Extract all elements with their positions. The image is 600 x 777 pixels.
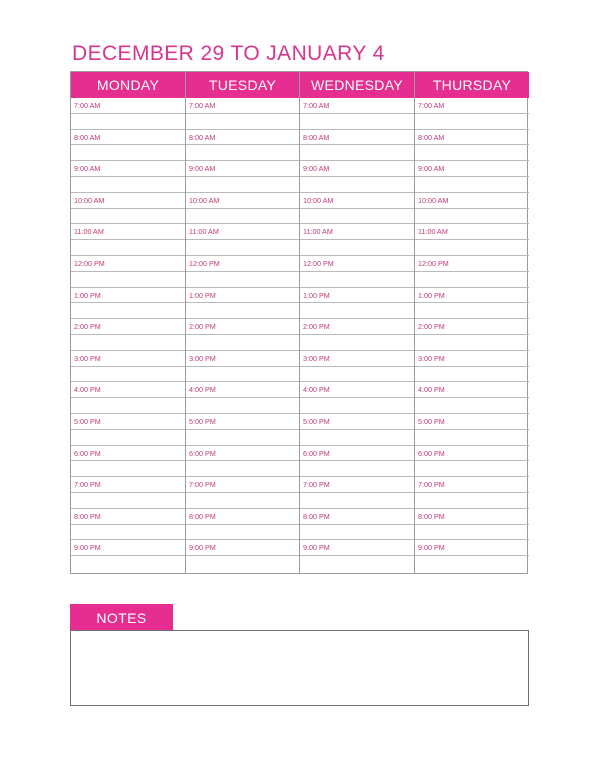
time-slot-label[interactable]: 9:00 PM (300, 540, 414, 556)
half-hour-slot[interactable] (415, 177, 529, 193)
time-slot-label[interactable]: 6:00 PM (300, 446, 414, 462)
time-slot-label[interactable]: 8:00 AM (415, 130, 529, 146)
half-hour-slot[interactable] (300, 209, 414, 225)
half-hour-slot[interactable] (415, 272, 529, 288)
time-slot-label[interactable]: 2:00 PM (300, 319, 414, 335)
day-header: WEDNESDAY (300, 72, 414, 98)
half-hour-slot[interactable] (71, 177, 185, 193)
time-slot-label[interactable]: 8:00 PM (415, 509, 529, 525)
time-slot-label[interactable]: 1:00 PM (186, 288, 299, 304)
half-hour-slot[interactable] (186, 145, 299, 161)
half-hour-slot[interactable] (186, 272, 299, 288)
half-hour-slot[interactable] (300, 430, 414, 446)
time-slot-label[interactable]: 4:00 PM (186, 382, 299, 398)
time-slot-label[interactable]: 7:00 PM (186, 477, 299, 493)
time-slot-label[interactable]: 10:00 AM (415, 193, 529, 209)
time-slot-label[interactable]: 7:00 PM (300, 477, 414, 493)
time-slot-label[interactable]: 4:00 PM (71, 382, 185, 398)
half-hour-slot[interactable] (186, 335, 299, 351)
half-hour-slot[interactable] (300, 303, 414, 319)
day-header: MONDAY (71, 72, 185, 98)
time-slot-label[interactable]: 9:00 AM (415, 161, 529, 177)
time-slot-label[interactable]: 12:00 PM (71, 256, 185, 272)
time-slot-label[interactable]: 12:00 PM (415, 256, 529, 272)
half-hour-slot[interactable] (415, 493, 529, 509)
time-slot-label[interactable]: 9:00 AM (71, 161, 185, 177)
time-slot-label[interactable]: 8:00 PM (71, 509, 185, 525)
time-slot-label[interactable]: 7:00 AM (300, 98, 414, 114)
notes-area[interactable] (70, 630, 529, 706)
half-hour-slot[interactable] (415, 209, 529, 225)
time-slot-label[interactable]: 3:00 PM (186, 351, 299, 367)
half-hour-slot[interactable] (300, 461, 414, 477)
day-column-monday (71, 72, 186, 573)
day-column-tuesday (186, 72, 300, 573)
half-hour-slot[interactable] (71, 145, 185, 161)
time-slot-label[interactable]: 5:00 PM (186, 414, 299, 430)
time-slot-label[interactable]: 1:00 PM (71, 288, 185, 304)
half-hour-slot[interactable] (300, 525, 414, 541)
half-hour-slot[interactable] (186, 461, 299, 477)
half-hour-slot[interactable] (300, 240, 414, 256)
time-slot-label[interactable]: 7:00 PM (415, 477, 529, 493)
time-slot-label[interactable]: 7:00 AM (186, 98, 299, 114)
time-slot-label[interactable]: 1:00 PM (300, 288, 414, 304)
half-hour-slot[interactable] (415, 398, 529, 414)
half-hour-slot[interactable] (415, 335, 529, 351)
time-slot-label[interactable]: 11:00 AM (186, 224, 299, 240)
time-slot-label[interactable]: 6:00 PM (186, 446, 299, 462)
time-slot-label[interactable]: 12:00 PM (300, 256, 414, 272)
half-hour-slot[interactable] (415, 525, 529, 541)
page-title: DECEMBER 29 TO JANUARY 4 (72, 42, 385, 65)
half-hour-slot[interactable] (186, 177, 299, 193)
time-slots (300, 98, 414, 573)
time-slot-label[interactable]: 1:00 PM (415, 288, 529, 304)
time-slot-label[interactable]: 9:00 PM (415, 540, 529, 556)
half-hour-slot[interactable] (186, 430, 299, 446)
time-slot-label[interactable]: 3:00 PM (300, 351, 414, 367)
half-hour-slot[interactable] (300, 398, 414, 414)
half-hour-slot[interactable] (71, 367, 185, 383)
half-hour-slot[interactable] (415, 556, 529, 572)
half-hour-slot[interactable] (186, 367, 299, 383)
time-slot-label[interactable]: 3:00 PM (415, 351, 529, 367)
half-hour-slot[interactable] (300, 272, 414, 288)
half-hour-slot[interactable] (71, 303, 185, 319)
day-column-wednesday (300, 72, 415, 573)
time-slot-label[interactable]: 4:00 PM (415, 382, 529, 398)
time-slot-label[interactable]: 8:00 PM (186, 509, 299, 525)
day-header: TUESDAY (186, 72, 299, 98)
time-slot-label[interactable]: 5:00 PM (415, 414, 529, 430)
half-hour-slot[interactable] (186, 493, 299, 509)
time-slot-label[interactable]: 9:00 AM (186, 161, 299, 177)
half-hour-slot[interactable] (71, 272, 185, 288)
half-hour-slot[interactable] (415, 114, 529, 130)
half-hour-slot[interactable] (415, 240, 529, 256)
time-slots (415, 98, 529, 573)
half-hour-slot[interactable] (300, 367, 414, 383)
half-hour-slot[interactable] (71, 240, 185, 256)
half-hour-slot[interactable] (71, 430, 185, 446)
day-column-thursday (415, 72, 529, 573)
time-slot-label[interactable]: 10:00 AM (186, 193, 299, 209)
half-hour-slot[interactable] (186, 525, 299, 541)
half-hour-slot[interactable] (300, 177, 414, 193)
time-slot-label[interactable]: 8:00 AM (71, 130, 185, 146)
half-hour-slot[interactable] (71, 525, 185, 541)
half-hour-slot[interactable] (300, 114, 414, 130)
half-hour-slot[interactable] (186, 240, 299, 256)
half-hour-slot[interactable] (186, 114, 299, 130)
time-slot-label[interactable]: 7:00 AM (71, 98, 185, 114)
half-hour-slot[interactable] (186, 209, 299, 225)
time-slot-label[interactable]: 3:00 PM (71, 351, 185, 367)
half-hour-slot[interactable] (415, 303, 529, 319)
time-slot-label[interactable]: 2:00 PM (186, 319, 299, 335)
half-hour-slot[interactable] (71, 335, 185, 351)
time-slot-label[interactable]: 11:00 AM (300, 224, 414, 240)
half-hour-slot[interactable] (71, 493, 185, 509)
half-hour-slot[interactable] (186, 303, 299, 319)
half-hour-slot[interactable] (186, 556, 299, 572)
half-hour-slot[interactable] (415, 367, 529, 383)
half-hour-slot[interactable] (71, 209, 185, 225)
time-slot-label[interactable]: 10:00 AM (300, 193, 414, 209)
time-slot-label[interactable]: 9:00 PM (186, 540, 299, 556)
weekly-schedule-grid (70, 71, 528, 574)
time-slot-label[interactable]: 8:00 AM (300, 130, 414, 146)
time-slot-label[interactable]: 4:00 PM (300, 382, 414, 398)
day-header: THURSDAY (415, 72, 529, 98)
half-hour-slot[interactable] (415, 430, 529, 446)
notes-label: NOTES (70, 604, 173, 631)
time-slot-label[interactable]: 5:00 PM (71, 414, 185, 430)
time-slot-label[interactable]: 6:00 PM (71, 446, 185, 462)
half-hour-slot[interactable] (300, 335, 414, 351)
half-hour-slot[interactable] (71, 398, 185, 414)
time-slot-label[interactable]: 6:00 PM (415, 446, 529, 462)
time-slot-label[interactable]: 11:00 AM (415, 224, 529, 240)
half-hour-slot[interactable] (415, 145, 529, 161)
half-hour-slot[interactable] (186, 398, 299, 414)
time-slot-label[interactable]: 9:00 AM (300, 161, 414, 177)
time-slot-label[interactable]: 12:00 PM (186, 256, 299, 272)
time-slot-label[interactable]: 10:00 AM (71, 193, 185, 209)
time-slot-label[interactable]: 5:00 PM (300, 414, 414, 430)
time-slot-label[interactable]: 2:00 PM (71, 319, 185, 335)
half-hour-slot[interactable] (300, 145, 414, 161)
time-slot-label[interactable]: 7:00 AM (415, 98, 529, 114)
time-slots (186, 98, 299, 573)
time-slot-label[interactable]: 7:00 PM (71, 477, 185, 493)
time-slot-label[interactable]: 8:00 AM (186, 130, 299, 146)
time-slots (71, 98, 185, 573)
half-hour-slot[interactable] (300, 556, 414, 572)
half-hour-slot[interactable] (300, 493, 414, 509)
half-hour-slot[interactable] (71, 461, 185, 477)
half-hour-slot[interactable] (71, 556, 185, 572)
time-slot-label[interactable]: 9:00 PM (71, 540, 185, 556)
time-slot-label[interactable]: 8:00 PM (300, 509, 414, 525)
time-slot-label[interactable]: 2:00 PM (415, 319, 529, 335)
half-hour-slot[interactable] (71, 114, 185, 130)
time-slot-label[interactable]: 11:00 AM (71, 224, 185, 240)
half-hour-slot[interactable] (415, 461, 529, 477)
